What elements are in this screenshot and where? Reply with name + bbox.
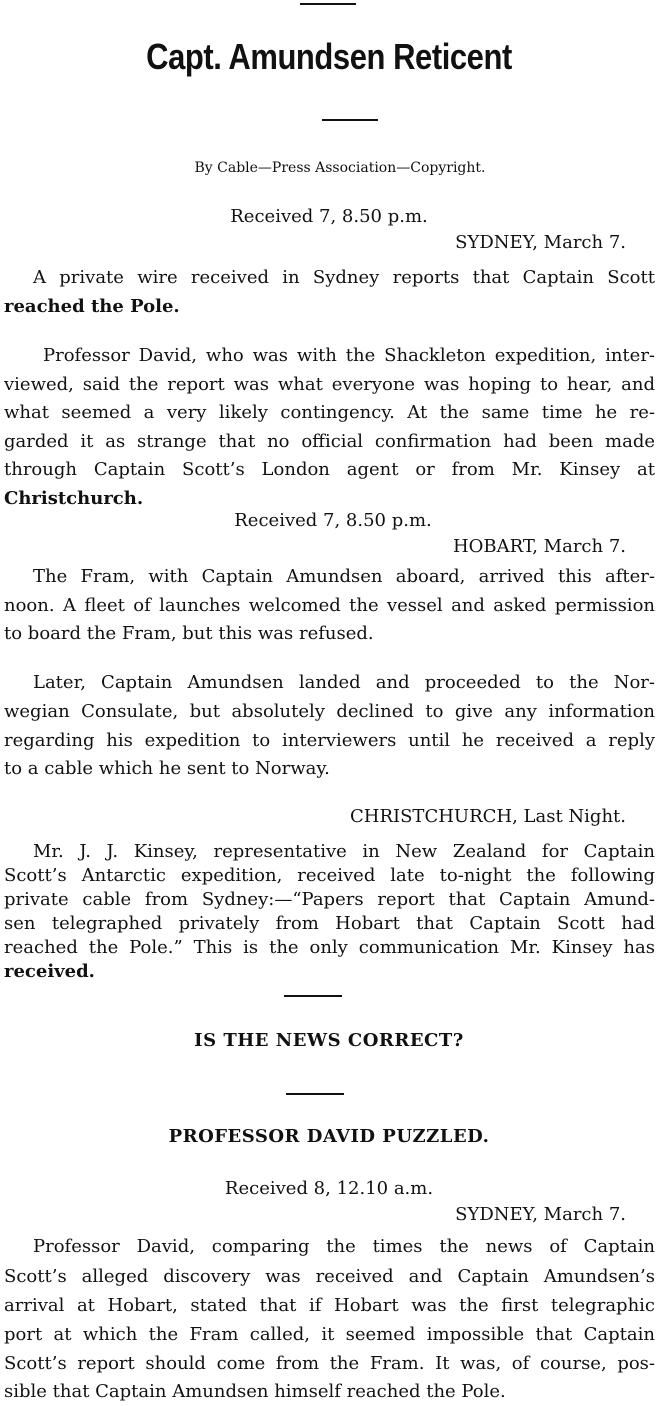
paragraph-line: private cable from Sydney:—“Papers report that Captain Amund-: [4, 889, 655, 910]
paragraph-line: Professor David, comparing the times the news of Captain: [33, 1236, 655, 1257]
paragraph-line: what seemed a very likely contingency. At the same time he re-: [4, 402, 655, 423]
paragraph-line: Mr. J. J. Kinsey, representative in New Zealand for Captain: [33, 841, 655, 862]
top-rule: [300, 3, 356, 5]
section-rule: [286, 1093, 344, 1095]
dateline: HOBART, March 7.: [452, 536, 626, 557]
paragraph-line: Scott’s Antarctic expedition, received late to-night the following: [4, 865, 655, 886]
paragraph-line: sen telegraphed privately from Hobart that Captain Scott had: [4, 913, 655, 934]
paragraph-line: Scott’s report should come from the Fram. It was, of course, pos-: [4, 1353, 655, 1374]
dateline: SYDNEY, March 7.: [455, 1204, 626, 1225]
paragraph-line: sible that Captain Amundsen himself reached the Pole.: [4, 1381, 506, 1402]
received-line: Received 7, 8.50 p.m.: [234, 510, 432, 531]
received-line: Received 7, 8.50 p.m.: [230, 206, 428, 227]
paragraph-line: garded it as strange that no official confirmation had been made: [4, 431, 655, 452]
paragraph-line: Scott’s alleged discovery was received and Captain Amundsen’s: [4, 1266, 655, 1287]
dateline: SYDNEY, March 7.: [455, 232, 626, 253]
headline: Capt. Amundsen Reticent: [146, 36, 512, 77]
paragraph-line: received.: [4, 961, 95, 982]
subheading: IS THE NEWS CORRECT?: [194, 1030, 464, 1051]
paragraph-line: The Fram, with Captain Amundsen aboard, arrived this after-: [33, 566, 655, 587]
paragraph-line: wegian Consulate, but absolutely declined to give any information: [4, 701, 655, 722]
paragraph-line: to a cable which he sent to Norway.: [4, 758, 330, 779]
received-line: Received 8, 12.10 a.m.: [224, 1178, 434, 1199]
paragraph-line: reached the Pole.” This is the only communication Mr. Kinsey has: [4, 937, 655, 958]
paragraph-line: Later, Captain Amundsen landed and proceeded to the Nor-: [33, 672, 655, 693]
subheading: PROFESSOR DAVID PUZZLED.: [168, 1126, 490, 1147]
paragraph-line: reached the Pole.: [4, 296, 180, 317]
paragraph-line: arrival at Hobart, stated that if Hobart was the first telegraphic: [4, 1295, 655, 1316]
paragraph-line: to board the Fram, but this was refused.: [4, 623, 374, 644]
paragraph-line: viewed, said the report was what everyone was hoping to hear, and: [4, 374, 655, 395]
paragraph-line: Christchurch.: [4, 488, 144, 509]
headline-rule: [322, 119, 378, 121]
paragraph-line: regarding his expedition to interviewers until he received a reply: [4, 730, 655, 751]
section-rule: [284, 995, 342, 997]
paragraph-line: through Captain Scott’s London agent or from Mr. Kinsey at: [4, 459, 655, 480]
paragraph-line: noon. A fleet of launches welcomed the vessel and asked permission: [4, 595, 655, 616]
paragraph-line: Professor David, who was with the Shackleton expedition, inter-: [43, 345, 655, 366]
cable-credit: By Cable—Press Association—Copyright.: [194, 160, 486, 176]
paragraph-line: A private wire received in Sydney reports that Captain Scott: [33, 267, 655, 288]
dateline: CHRISTCHURCH, Last Night.: [349, 806, 626, 827]
paragraph-line: port at which the Fram called, it seemed impossible that Captain: [4, 1324, 655, 1345]
